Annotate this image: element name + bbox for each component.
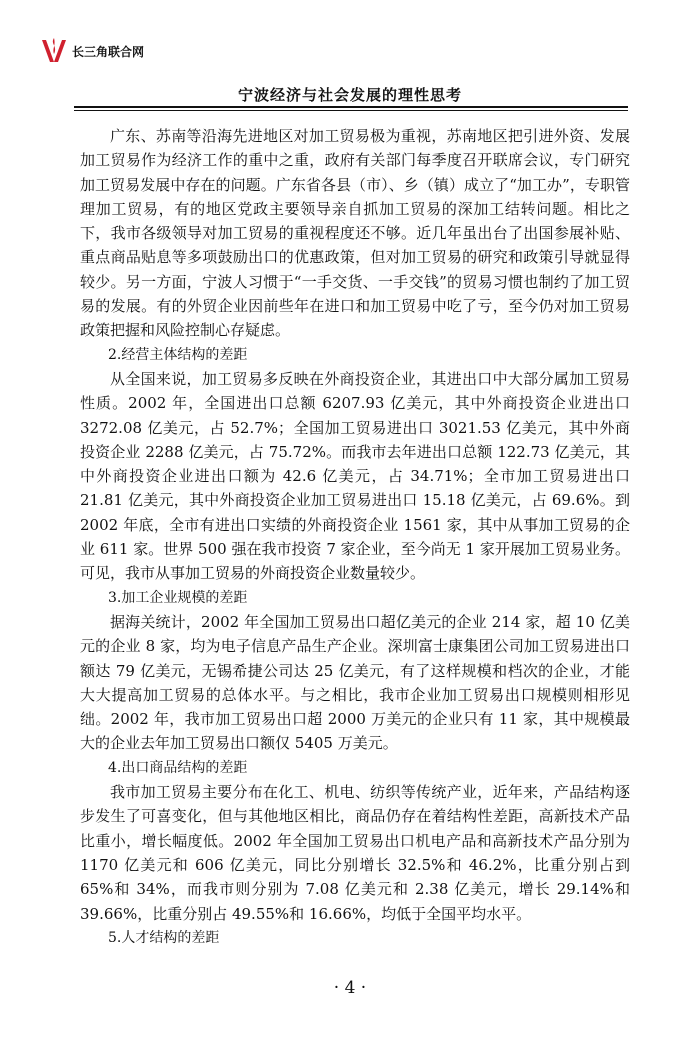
paragraph: 从全国来说，加工贸易多反映在外商投资企业，其进出口中大部分属加工贸易性质。2002 年，全国进出口总额 6207.93 亿美元，其中外商投资企业进出口 3272.08 亿美元，占 52.7%；全国加工贸易进出口 3021.53 亿美元，其中外商投资企业 2288 亿美元，占 75.72%。而我市去年进出口总额 122.73 亿美元，其中外商投资企业进出口额为 42.6 亿美元，占 34.71%；全市加工贸易进出口 21.81 亿美元，其中外商投资企业加工贸易进出口 15.18 亿美元，占 69.6%。到 2002 年底，全市有进出口实绩的外商投资企业 1561 家，其中从事加工贸易的企业 611 家。世界 500 强在我市投资 7 家企业，至今尚无 1 家开展加工贸易业务。可见，我市从事加工贸易的外商投资企业数量较少。 <box>80 369 630 583</box>
paragraph: 据海关统计，2002 年全国加工贸易出口超亿美元的企业 214 家，超 10 亿美元的企业 8 家，均为电子信息产品生产企业。深圳富士康集团公司加工贸易进出口额达 79 亿美元，无锡希捷公司达 25 亿美元，有了这样规模和档次的企业，才能大大提高加工贸易的总体水平。与之相比，我市企业加工贸易出口规模则相形见绌。2002 年，我市加工贸易出口超 2000 万美元的企业只有 11 家，其中规模最大的企业去年加工贸易出口额仅 5405 万美元。 <box>80 612 630 753</box>
header-rule-thick <box>74 106 628 108</box>
header-rule-thin <box>74 110 628 111</box>
section-heading: 5.人才结构的差距 <box>108 929 220 946</box>
section-heading: 3.加工企业规模的差距 <box>108 589 248 606</box>
paragraph: 我市加工贸易主要分布在化工、机电、纺织等传统产业，近年来，产品结构逐步发生了可喜变化，但与其他地区相比，商品仍存在着结构性差距，高新技术产品比重小，增长幅度低。2002 年全国加工贸易出口机电产品和高新技术产品分别为 1170 亿美元和 606 亿美元，同比分别增长 32.5%和 46.2%，比重分别占到 65%和 34%，而我市则分别为 7.08 亿美元和 2.38 亿美元，增长 29.14%和 39.66%，比重分别占 49.55%和 16.66%，均低于全国平均水平。 <box>80 783 630 923</box>
logo-icon <box>40 36 68 66</box>
paragraph: 广东、苏南等沿海先进地区对加工贸易极为重视，苏南地区把引进外资、发展加工贸易作为经济工作的重中之重，政府有关部门每季度召开联席会议，专门研究加工贸易发展中存在的问题。广东省各县（市）、乡（镇）成立了“加工办”，专职管理加工贸易，有的地区党政主要领导亲自抓加工贸易的深加工结转问题。相比之下，我市各级领导对加工贸易的重视程度还不够。近几年虽出台了出国参展补贴、重点商品贴息等多项鼓励出口的优惠政策，但对加工贸易的研究和政策引导就显得较少。另一方面，宁波人习惯于“一手交货、一手交钱”的贸易习惯也制约了加工贸易的发展。有的外贸企业因前些年在进口和加工贸易中吃了亏，至今仍对加工贸易政策把握和风险控制心存疑虑。 <box>80 127 630 340</box>
running-header-title: 宁波经济与社会发展的理性思考 <box>237 86 462 104</box>
section-heading: 2.经营主体结构的差距 <box>108 346 248 363</box>
page-body <box>80 124 630 950</box>
site-name: 长三角联合网 <box>72 44 145 59</box>
page-number: · 4 · <box>333 978 367 998</box>
section-heading: 4.出口商品结构的差距 <box>108 759 248 776</box>
site-logo <box>40 36 144 66</box>
